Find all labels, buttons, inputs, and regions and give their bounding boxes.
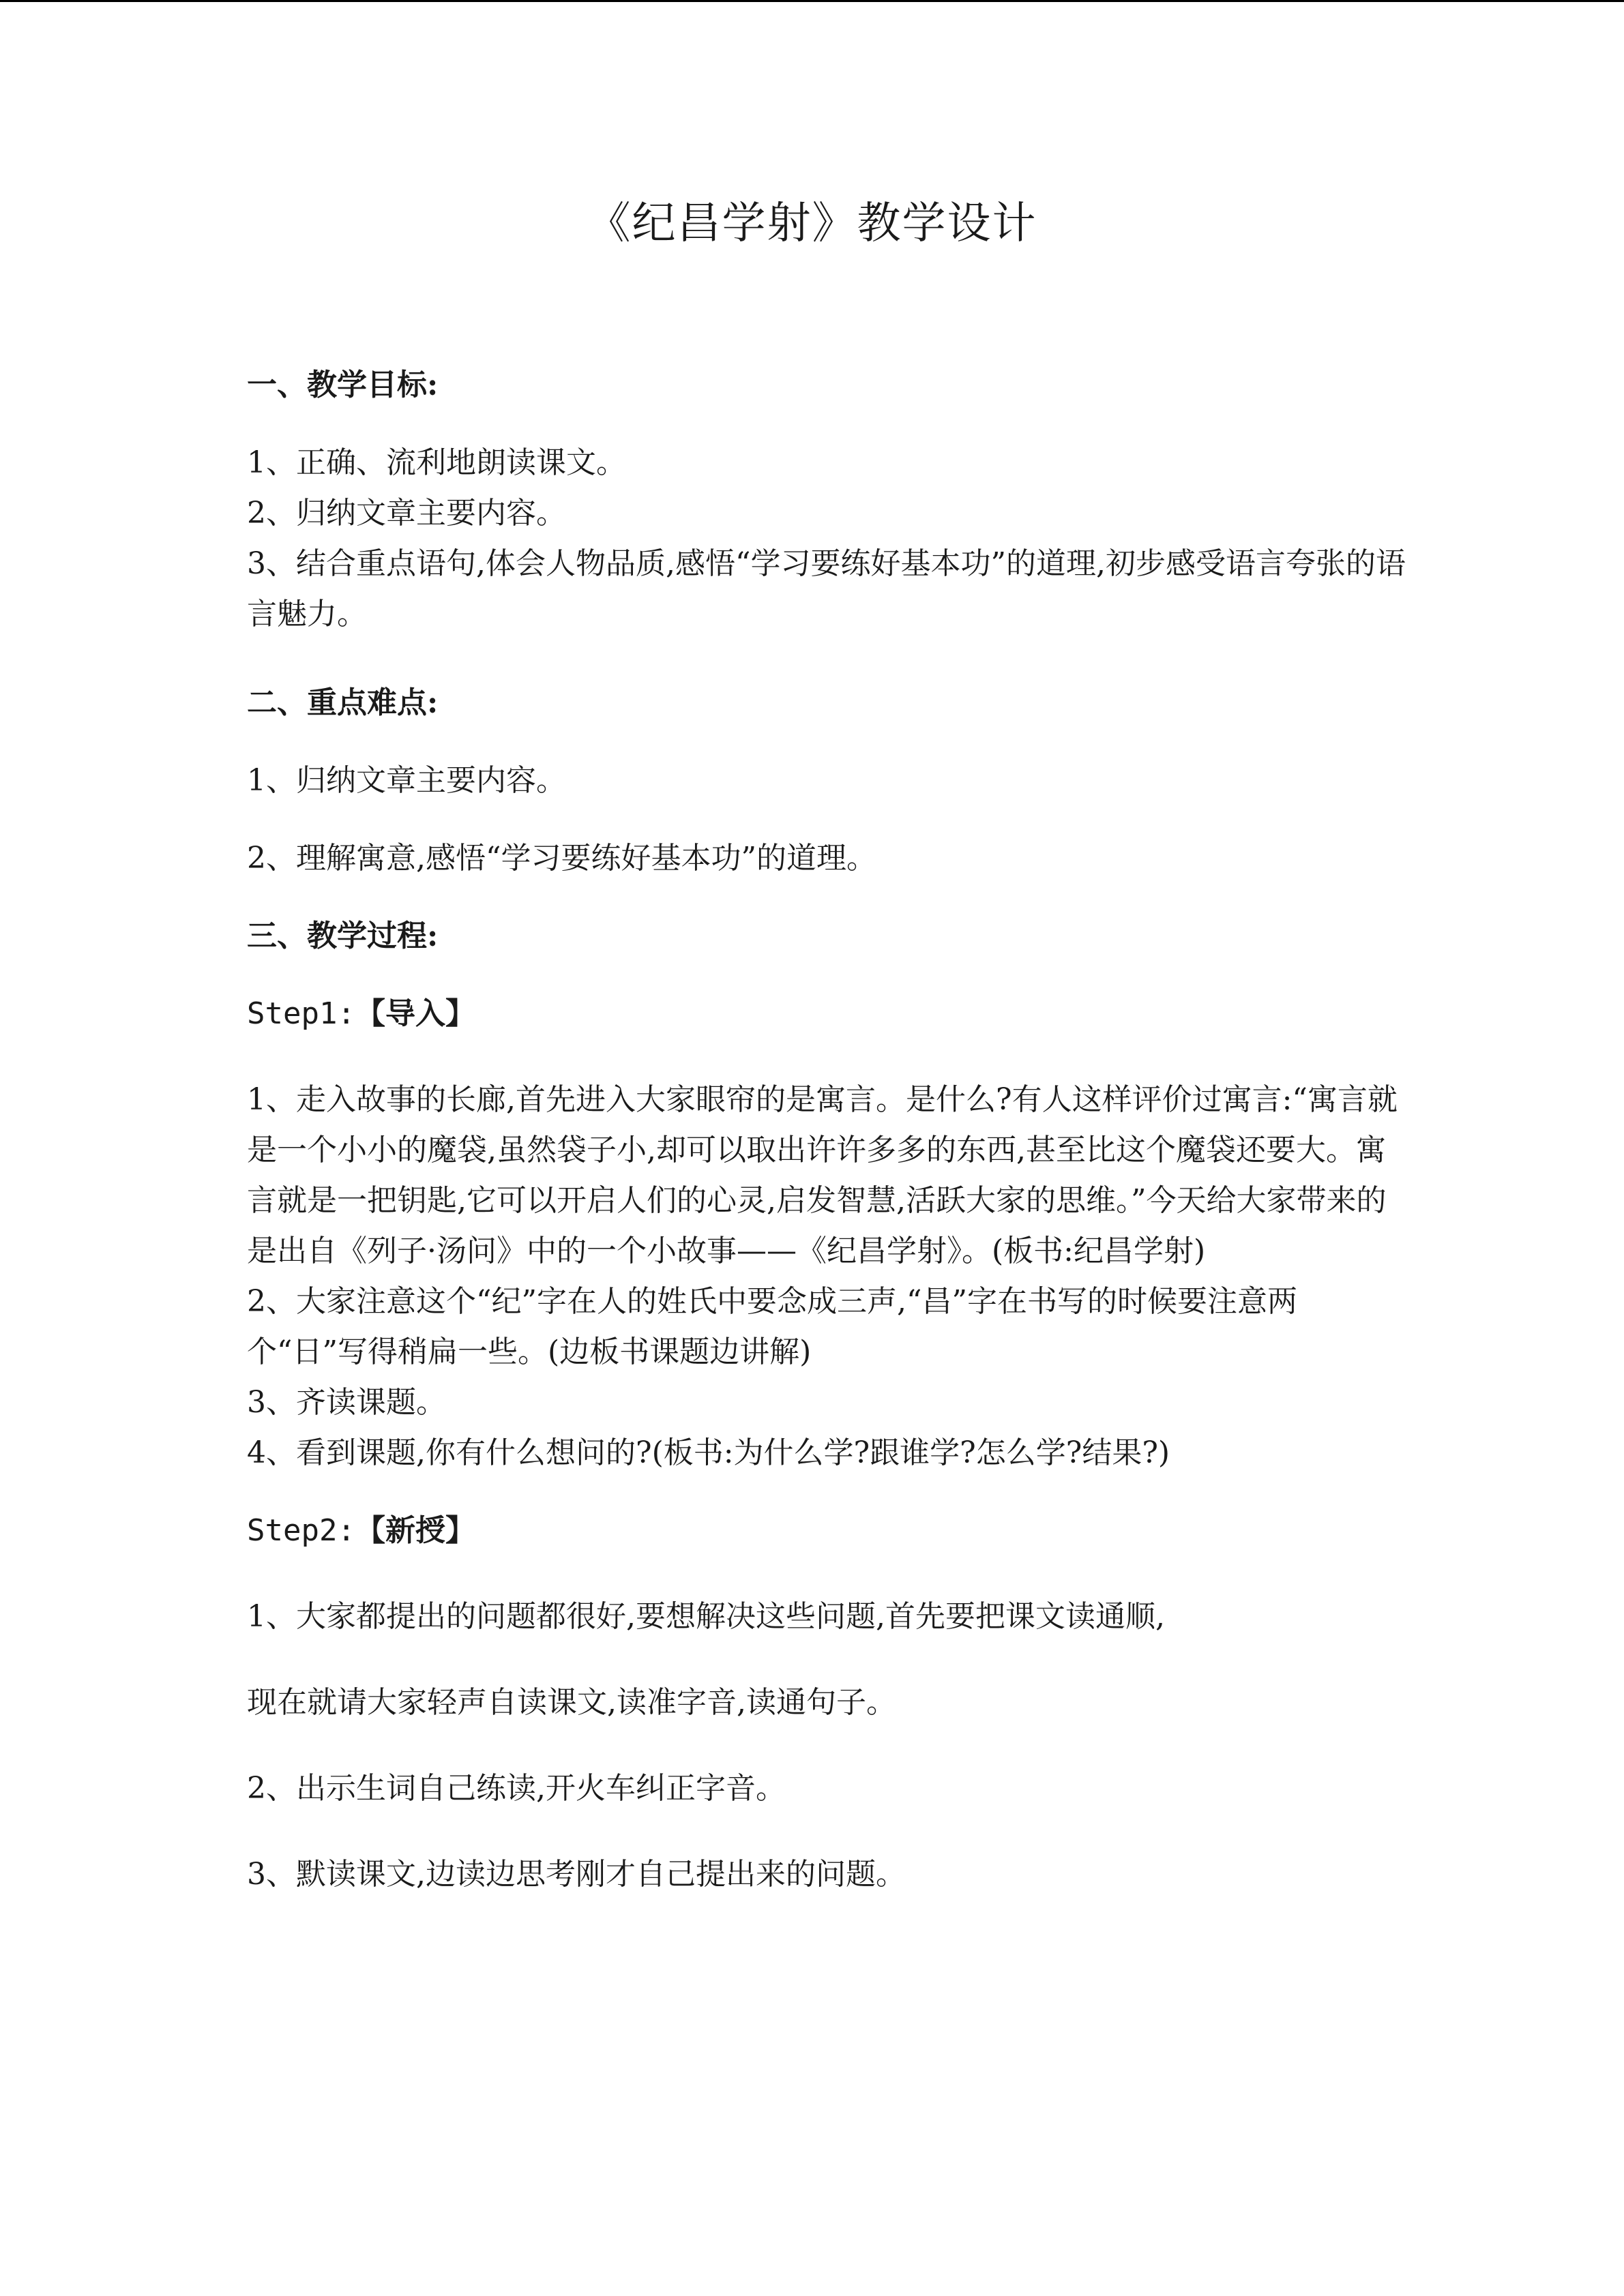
lesson-item: 2、出示生词自己练读,开火车纠正字音。 [247, 1771, 786, 1806]
section-heading-key-points: 二、重点难点: [247, 685, 439, 720]
step-label: 【新授】 [355, 1513, 475, 1548]
intro-item: 3、齐读课题。 [247, 1385, 446, 1420]
objective-item: 2、归纳文章主要内容。 [247, 496, 566, 531]
page-title: 《纪昌学射》教学设计 [587, 198, 1037, 249]
intro-item: 2、大家注意这个“纪”字在人的姓氏中要念成三声,“昌”字在书写的时候要注意两个“日”写得稍扁一些。(边板书课题边讲解) [247, 1284, 1297, 1369]
step-prefix: Step2: [247, 1513, 355, 1548]
key-point-item: 2、理解寓意,感悟“学习要练好基本功”的道理。 [247, 841, 876, 876]
intro-item: 4、看到课题,你有什么想问的?(板书:为什么学?跟谁学?怎么学?结果?) [247, 1435, 1170, 1470]
objective-item: 3、结合重点语句,体会人物品质,感悟“学习要练好基本功”的道理,初步感受语言夸张的语言魅力。 [247, 546, 1406, 631]
key-point-item: 1、归纳文章主要内容。 [247, 763, 566, 798]
step-prefix: Step1: [247, 996, 355, 1031]
document-body [247, 360, 1406, 1900]
section-heading-process: 三、教学过程: [247, 919, 439, 953]
step-heading-new-lesson [247, 1506, 1406, 1556]
lesson-item: 3、默读课文,边读边思考刚才自己提出来的问题。 [247, 1857, 906, 1892]
objective-item: 1、正确、流利地朗读课文。 [247, 445, 626, 480]
step-heading-intro [247, 989, 1406, 1039]
step-label: 【导入】 [355, 996, 475, 1031]
section-heading-objectives: 一、教学目标: [247, 368, 439, 402]
intro-item: 1、走入故事的长廊,首先进入大家眼帘的是寓言。是什么?有人这样评价过寓言:“寓言就是一个小小的魔袋,虽然袋子小,却可以取出许许多多的东西,甚至比这个魔袋还要大。寓言就是一把钥匙,它可以开启人们的心灵,启发智慧,活跃大家的思维。”今天给大家带来的是出自《列子·汤问》中的一个小故事——《纪昌学射》。(板书:纪昌学射) [247, 1082, 1398, 1268]
lesson-item: 现在就请大家轻声自读课文,读准字音,读通句子。 [247, 1685, 896, 1720]
lesson-item: 1、大家都提出的问题都很好,要想解决这些问题,首先要把课文读通顺, [247, 1599, 1165, 1634]
